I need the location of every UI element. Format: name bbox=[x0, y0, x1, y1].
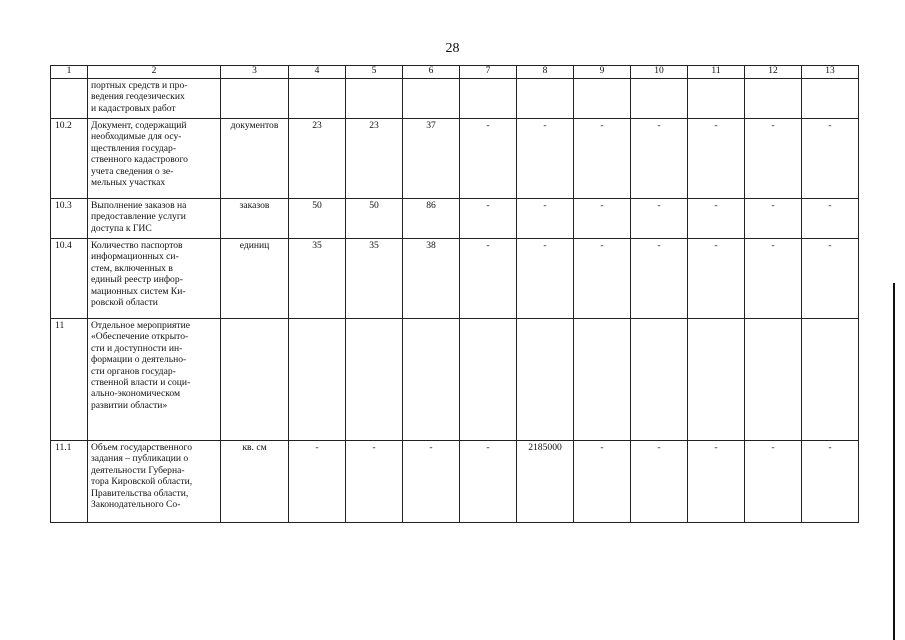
table-row bbox=[51, 119, 859, 199]
value-cell: - bbox=[631, 441, 688, 523]
value-cell bbox=[403, 79, 460, 119]
value-cell bbox=[574, 319, 631, 441]
column-number-cell: 3 bbox=[221, 66, 289, 79]
value-cell bbox=[745, 79, 802, 119]
value-cell: - bbox=[517, 239, 574, 319]
value-cell bbox=[688, 319, 745, 441]
indicators-table bbox=[50, 65, 859, 523]
value-cell: 2185000 bbox=[517, 441, 574, 523]
value-cell bbox=[289, 319, 346, 441]
indicator-name: Объем государственного задания – публикации о деятельности Губерна- тора Кировской области, Правительства области, Законодательного Со- bbox=[88, 441, 221, 523]
value-cell: - bbox=[802, 239, 859, 319]
value-cell: - bbox=[802, 441, 859, 523]
value-cell bbox=[802, 79, 859, 119]
row-number: 10.4 bbox=[51, 239, 88, 319]
column-number-cell: 2 bbox=[88, 66, 221, 79]
column-number-cell: 13 bbox=[802, 66, 859, 79]
value-cell bbox=[574, 79, 631, 119]
value-cell: 38 bbox=[403, 239, 460, 319]
value-cell: - bbox=[688, 119, 745, 199]
value-cell: 35 bbox=[346, 239, 403, 319]
value-cell: - bbox=[688, 239, 745, 319]
value-cell: - bbox=[403, 441, 460, 523]
value-cell: - bbox=[574, 199, 631, 239]
unit-of-measure: документов bbox=[221, 119, 289, 199]
unit-of-measure bbox=[221, 79, 289, 119]
value-cell: - bbox=[289, 441, 346, 523]
unit-of-measure: кв. см bbox=[221, 441, 289, 523]
indicator-name: Выполнение заказов на предоставление услуги доступа к ГИС bbox=[88, 199, 221, 239]
value-cell: - bbox=[517, 119, 574, 199]
row-number: 10.3 bbox=[51, 199, 88, 239]
indicator-name: Отдельное мероприятие «Обеспечение открыто- сти и доступности ин- формации о деятельно- сти органов государ- ственной власти и соци- ально-экономическом развитии области» bbox=[88, 319, 221, 441]
value-cell: 35 bbox=[289, 239, 346, 319]
page-number: 28 bbox=[445, 41, 460, 56]
indicator-name: Количество паспортов информационных си- стем, включенных в единый реестр инфор- мационных систем Ки- ровской области bbox=[88, 239, 221, 319]
value-cell: - bbox=[574, 119, 631, 199]
column-number-cell: 8 bbox=[517, 66, 574, 79]
value-cell bbox=[631, 319, 688, 441]
value-cell: - bbox=[745, 119, 802, 199]
column-number-cell: 6 bbox=[403, 66, 460, 79]
value-cell bbox=[289, 79, 346, 119]
value-cell bbox=[460, 79, 517, 119]
value-cell: - bbox=[460, 119, 517, 199]
column-number-cell: 7 bbox=[460, 66, 517, 79]
row-number: 10.2 bbox=[51, 119, 88, 199]
value-cell: 50 bbox=[346, 199, 403, 239]
value-cell: 23 bbox=[289, 119, 346, 199]
value-cell bbox=[460, 319, 517, 441]
value-cell: - bbox=[688, 441, 745, 523]
column-number-cell: 10 bbox=[631, 66, 688, 79]
value-cell: - bbox=[460, 239, 517, 319]
table-row bbox=[51, 79, 859, 119]
value-cell: - bbox=[802, 119, 859, 199]
value-cell: - bbox=[745, 199, 802, 239]
value-cell bbox=[403, 319, 460, 441]
value-cell: 37 bbox=[403, 119, 460, 199]
scan-edge-line bbox=[893, 283, 895, 640]
value-cell: - bbox=[688, 199, 745, 239]
value-cell: - bbox=[631, 199, 688, 239]
value-cell: - bbox=[631, 239, 688, 319]
table-row bbox=[51, 239, 859, 319]
column-number-cell: 11 bbox=[688, 66, 745, 79]
value-cell: - bbox=[460, 199, 517, 239]
value-cell: - bbox=[802, 199, 859, 239]
value-cell bbox=[688, 79, 745, 119]
value-cell: 50 bbox=[289, 199, 346, 239]
value-cell: - bbox=[574, 441, 631, 523]
value-cell: - bbox=[745, 441, 802, 523]
indicator-name: портных средств и про- ведения геодезических и кадастровых работ bbox=[88, 79, 221, 119]
unit-of-measure bbox=[221, 319, 289, 441]
row-number bbox=[51, 79, 88, 119]
column-number-cell: 4 bbox=[289, 66, 346, 79]
table-row bbox=[51, 319, 859, 441]
unit-of-measure: заказов bbox=[221, 199, 289, 239]
row-number: 11.1 bbox=[51, 441, 88, 523]
value-cell: - bbox=[460, 441, 517, 523]
value-cell: 86 bbox=[403, 199, 460, 239]
column-number-cell: 5 bbox=[346, 66, 403, 79]
table-row bbox=[51, 199, 859, 239]
column-number-cell: 9 bbox=[574, 66, 631, 79]
value-cell: 23 bbox=[346, 119, 403, 199]
table-row bbox=[51, 441, 859, 523]
value-cell: - bbox=[517, 199, 574, 239]
value-cell: - bbox=[745, 239, 802, 319]
value-cell: - bbox=[346, 441, 403, 523]
value-cell bbox=[346, 79, 403, 119]
unit-of-measure: единиц bbox=[221, 239, 289, 319]
value-cell: - bbox=[574, 239, 631, 319]
value-cell bbox=[745, 319, 802, 441]
value-cell bbox=[631, 79, 688, 119]
value-cell: - bbox=[631, 119, 688, 199]
value-cell bbox=[802, 319, 859, 441]
table-body bbox=[51, 66, 859, 523]
column-number-cell: 1 bbox=[51, 66, 88, 79]
value-cell bbox=[517, 319, 574, 441]
value-cell bbox=[346, 319, 403, 441]
column-number-row bbox=[51, 66, 859, 79]
column-number-cell: 12 bbox=[745, 66, 802, 79]
row-number: 11 bbox=[51, 319, 88, 441]
indicator-name: Документ, содержащий необходимые для осу- ществления государ- ственного кадастрового учета сведения о зе- мельных участках bbox=[88, 119, 221, 199]
value-cell bbox=[517, 79, 574, 119]
